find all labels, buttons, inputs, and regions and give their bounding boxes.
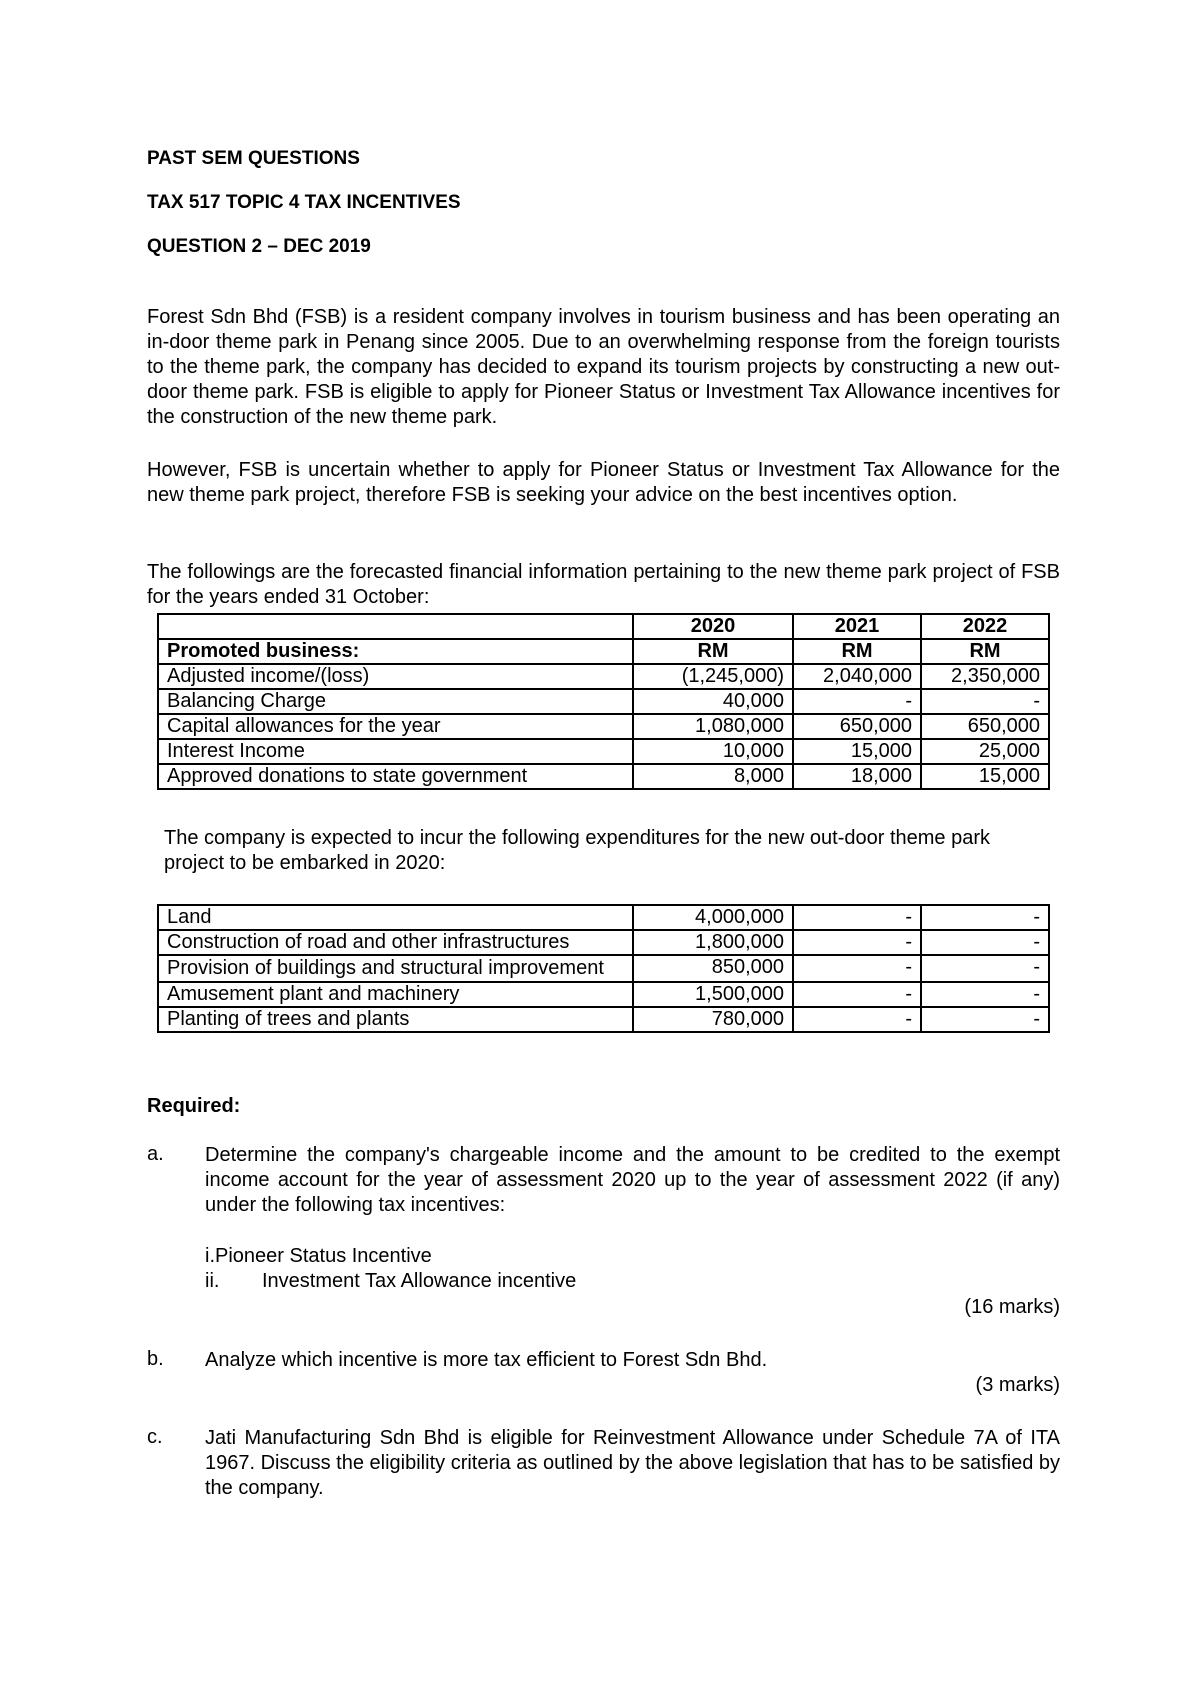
table-row bbox=[158, 739, 1049, 764]
cell-value: - bbox=[921, 1007, 1049, 1032]
cell-value: 15,000 bbox=[793, 739, 921, 764]
cell-value: 1,080,000 bbox=[633, 714, 793, 739]
question-c-letter: c. bbox=[147, 1426, 163, 1448]
row-label: Planting of trees and plants bbox=[158, 1007, 633, 1032]
cell-value: - bbox=[793, 1007, 921, 1032]
expenditure-table bbox=[157, 904, 1050, 1033]
cell-value: - bbox=[793, 930, 921, 955]
table-row bbox=[158, 955, 1049, 982]
question-b-letter: b. bbox=[147, 1348, 164, 1370]
cell-value: 18,000 bbox=[793, 764, 921, 789]
row-label: Provision of buildings and structural improvement bbox=[158, 955, 633, 982]
row-label: Balancing Charge bbox=[158, 689, 633, 714]
table-row bbox=[158, 714, 1049, 739]
cell-value: (1,245,000) bbox=[633, 664, 793, 689]
table-row bbox=[158, 982, 1049, 1007]
table-row bbox=[158, 664, 1049, 689]
cell-value: 4,000,000 bbox=[633, 905, 793, 930]
sub-item-ii-text: Investment Tax Allowance incentive bbox=[262, 1270, 577, 1292]
cell-value: 15,000 bbox=[921, 764, 1049, 789]
cell-value: 8,000 bbox=[633, 764, 793, 789]
table-row bbox=[158, 689, 1049, 714]
question-c-text: Jati Manufacturing Sdn Bhd is eligible for Reinvestment Allowance under Schedule 7A of ITA 1967. Discuss the eligibility criteria as outlined by the above legislation that has to be satisfied by the company. bbox=[205, 1427, 1060, 1499]
intro-paragraph-3: The followings are the forecasted financial information pertaining to the new theme park project of FSB for the years ended 31 October: bbox=[147, 561, 1060, 608]
cell-value: 2,350,000 bbox=[921, 664, 1049, 689]
row-label: Approved donations to state government bbox=[158, 764, 633, 789]
section-label: Promoted business: bbox=[158, 639, 633, 664]
required-title: Required: bbox=[147, 1095, 241, 1117]
row-label: Capital allowances for the year bbox=[158, 714, 633, 739]
table-row bbox=[158, 905, 1049, 930]
cell-value: 850,000 bbox=[633, 955, 793, 982]
row-label: Adjusted income/(loss) bbox=[158, 664, 633, 689]
cell-value: 10,000 bbox=[633, 739, 793, 764]
cell-value: 40,000 bbox=[633, 689, 793, 714]
row-label: Interest Income bbox=[158, 739, 633, 764]
cell-value: - bbox=[793, 689, 921, 714]
cell-value: 1,500,000 bbox=[633, 982, 793, 1007]
sub-item-ii-number: ii. bbox=[205, 1270, 220, 1292]
cell-value: - bbox=[921, 905, 1049, 930]
year-header: 2021 bbox=[793, 614, 921, 639]
cell-value: - bbox=[921, 955, 1049, 982]
question-b-text: Analyze which incentive is more tax efficient to Forest Sdn Bhd. bbox=[205, 1349, 768, 1371]
cell-value: 780,000 bbox=[633, 1007, 793, 1032]
intro-paragraph-1: Forest Sdn Bhd (FSB) is a resident company involves in tourism business and has been operating an in-door theme park in Penang since 2005. Due to an overwhelming response from the foreign tourists to the theme park, the company has decided to expand its tourism projects by constructing a new out-door theme park. FSB is eligible to apply for Pioneer Status or Investment Tax Allowance incentives for the construction of the new theme park. bbox=[147, 306, 1060, 428]
table-row bbox=[158, 764, 1049, 789]
cell-value: - bbox=[921, 982, 1049, 1007]
cell-value: - bbox=[921, 689, 1049, 714]
intro-paragraph-2: However, FSB is uncertain whether to apply for Pioneer Status or Investment Tax Allowance for the new theme park project, therefore FSB is seeking your advice on the best incentives option. bbox=[147, 459, 1060, 506]
cell-value: 2,040,000 bbox=[793, 664, 921, 689]
table-cell bbox=[158, 614, 633, 639]
heading-course-topic: TAX 517 TOPIC 4 TAX INCENTIVES bbox=[147, 192, 461, 213]
question-b-marks: (3 marks) bbox=[975, 1374, 1060, 1396]
year-header: 2020 bbox=[633, 614, 793, 639]
currency-header: RM bbox=[793, 639, 921, 664]
currency-header: RM bbox=[921, 639, 1049, 664]
question-a-text: Determine the company's chargeable income and the amount to be credited to the exempt income account for the year of assessment 2020 up to the year of assessment 2022 (if any) under the following tax incentives: bbox=[205, 1144, 1060, 1216]
table-row bbox=[158, 930, 1049, 955]
cell-value: - bbox=[793, 905, 921, 930]
cell-value: - bbox=[793, 955, 921, 982]
currency-header: RM bbox=[633, 639, 793, 664]
cell-value: - bbox=[921, 930, 1049, 955]
question-a-marks: (16 marks) bbox=[964, 1296, 1060, 1318]
table-row bbox=[158, 639, 1049, 664]
year-header: 2022 bbox=[921, 614, 1049, 639]
row-label: Construction of road and other infrastructures bbox=[158, 930, 633, 955]
row-label: Land bbox=[158, 905, 633, 930]
financial-info-table bbox=[157, 613, 1050, 790]
heading-past-sem: PAST SEM QUESTIONS bbox=[147, 148, 360, 169]
row-label: Amusement plant and machinery bbox=[158, 982, 633, 1007]
cell-value: 25,000 bbox=[921, 739, 1049, 764]
expenditure-intro: The company is expected to incur the following expenditures for the new out-door theme park project to be embarked in 2020: bbox=[164, 827, 991, 874]
table-row bbox=[158, 614, 1049, 639]
table-row bbox=[158, 1007, 1049, 1032]
cell-value: 650,000 bbox=[921, 714, 1049, 739]
cell-value: - bbox=[793, 982, 921, 1007]
heading-question: QUESTION 2 – DEC 2019 bbox=[147, 236, 371, 257]
question-a-letter: a. bbox=[147, 1143, 164, 1165]
cell-value: 1,800,000 bbox=[633, 930, 793, 955]
sub-item-i: i.Pioneer Status Incentive bbox=[205, 1245, 432, 1267]
cell-value: 650,000 bbox=[793, 714, 921, 739]
